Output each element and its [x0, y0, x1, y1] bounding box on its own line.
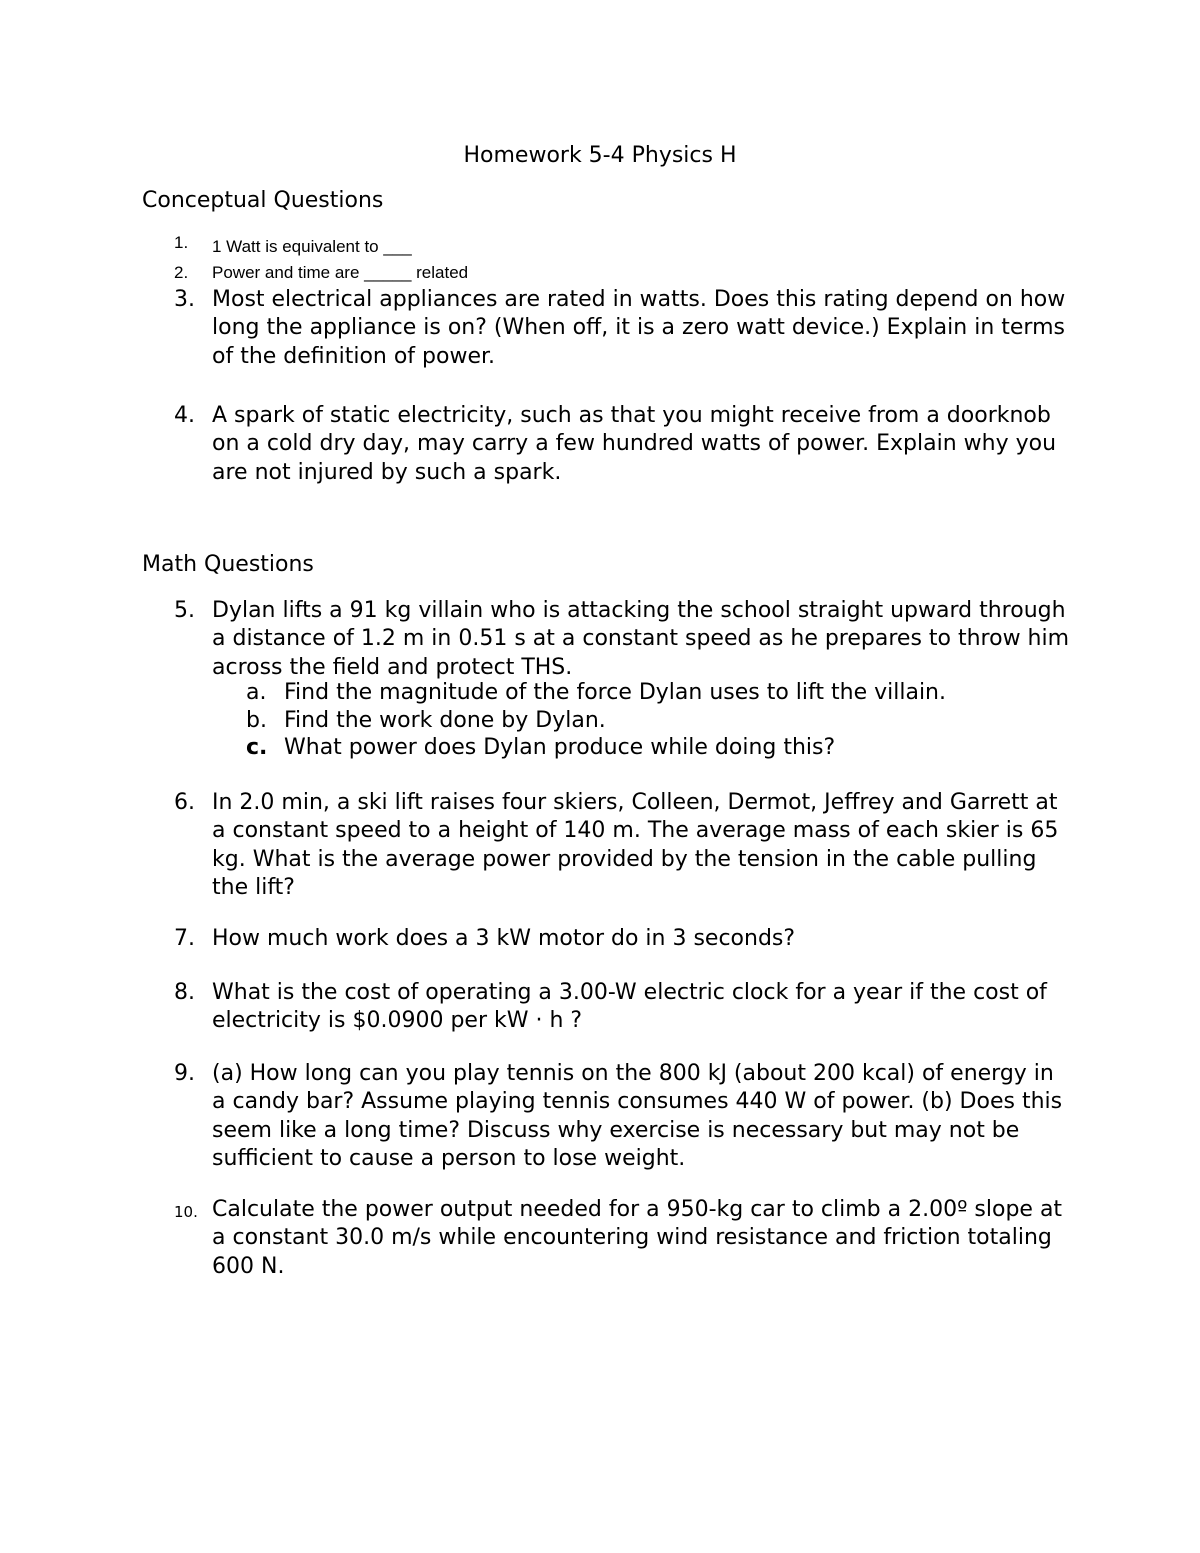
- question-text: In 2.0 min, a ski lift raises four skiers, Colleen, Dermot, Jeffrey and Garrett at a constant speed to a height of 140 m. The average mass of each skier is 65 kg. What is the average power provided by the tension in the cable pulling the lift?: [212, 790, 1059, 900]
- part-text: Find the work done by Dylan.: [284, 708, 606, 733]
- question-7: [174, 925, 1074, 953]
- question-text: Dylan lifts a 91 kg villain who is attacking the school straight upward through a distance of 1.2 m in 0.51 s at a constant speed as he prepares to throw him across the field and protect THS.: [212, 598, 1070, 680]
- question-number: 3.: [174, 287, 195, 312]
- question-4: [174, 402, 1074, 487]
- question-number: 5.: [174, 598, 195, 623]
- question-5-part-b: [246, 707, 1046, 735]
- question-8: [174, 979, 1074, 1036]
- question-text: A spark of static electricity, such as that you might receive from a doorknob on a cold dry day, may carry a few hundred watts of power. Explain why you are not injured by such a spark.: [212, 403, 1057, 485]
- question-number: 9.: [174, 1061, 195, 1086]
- question-5-part-c: [246, 734, 1046, 762]
- part-text: What power does Dylan produce while doing this?: [284, 735, 836, 760]
- part-letter: a.: [246, 680, 267, 705]
- question-9: [174, 1060, 1074, 1173]
- question-5: [174, 597, 1074, 682]
- question-text: 1 Watt is equivalent to ___: [212, 237, 412, 256]
- question-10: [174, 1196, 1074, 1281]
- question-text: Power and time are _____ related: [212, 263, 469, 282]
- part-letter: b.: [246, 708, 267, 733]
- question-number: 10.: [174, 1203, 198, 1221]
- question-number: 8.: [174, 980, 195, 1005]
- part-letter: c.: [246, 735, 268, 760]
- question-5-part-a: [246, 679, 1046, 707]
- question-number: 7.: [174, 926, 195, 951]
- question-6: [174, 789, 1074, 902]
- question-1: [174, 234, 1074, 260]
- question-text: Calculate the power output needed for a 950-kg car to climb a 2.00º slope at a constant 30.0 m/s while encountering wind resistance and friction totaling 600 N.: [212, 1197, 1063, 1279]
- question-number: 1.: [174, 233, 189, 252]
- part-text: Find the magnitude of the force Dylan uses to lift the villain.: [284, 680, 946, 705]
- question-text: (a) How long can you play tennis on the 800 kJ (about 200 kcal) of energy in a candy bar? Assume playing tennis consumes 440 W of power. (b) Does this seem like a long time? Discuss why exercise is necessary but may not be sufficient to cause a person to lose weight.: [212, 1061, 1063, 1171]
- question-number: 4.: [174, 403, 195, 428]
- page-title: Homework 5-4 Physics H: [463, 143, 737, 168]
- question-number: 6.: [174, 790, 195, 815]
- question-number: 2.: [174, 263, 189, 282]
- conceptual-heading: Conceptual Questions: [142, 188, 384, 213]
- question-text: How much work does a 3 kW motor do in 3 seconds?: [212, 926, 796, 951]
- question-text: What is the cost of operating a 3.00-W electric clock for a year if the cost of electricity is $0.0900 per kW · h ?: [212, 980, 1047, 1034]
- math-heading: Math Questions: [142, 552, 314, 577]
- question-3: [174, 286, 1074, 371]
- question-text: Most electrical appliances are rated in watts. Does this rating depend on how long the appliance is on? (When off, it is a zero watt device.) Explain in terms of the definition of power.: [212, 287, 1066, 369]
- question-2: [174, 260, 1074, 286]
